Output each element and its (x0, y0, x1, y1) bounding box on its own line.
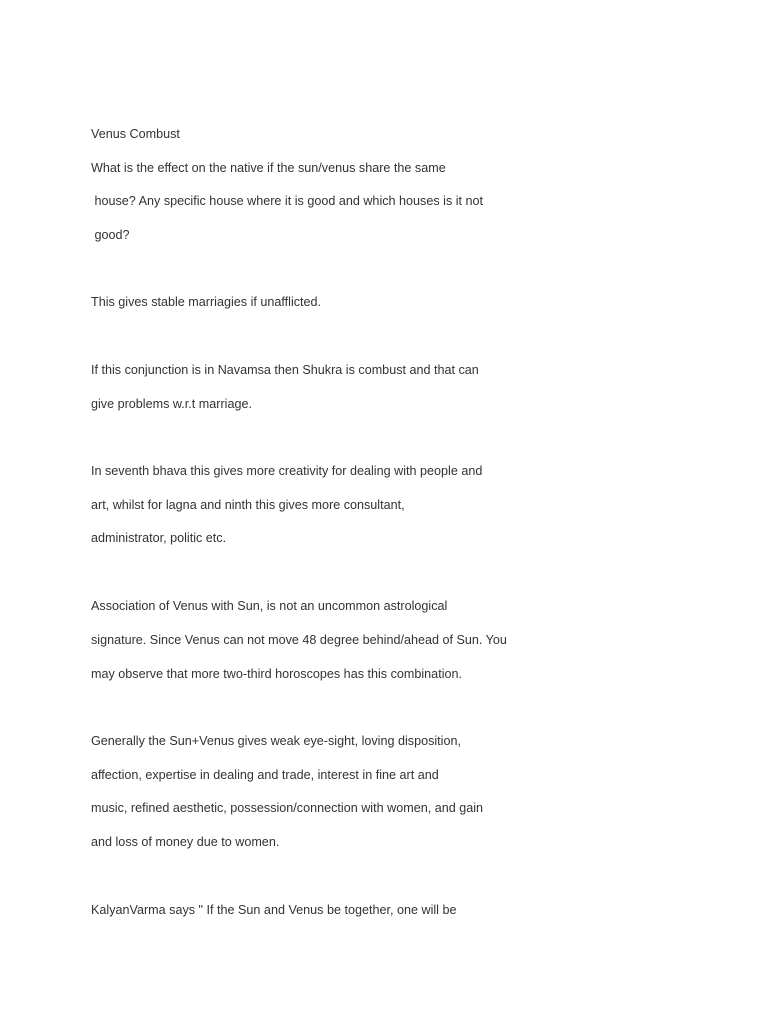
paragraph-line: Association of Venus with Sun, is not an uncommon astrological (91, 599, 448, 613)
paragraph-line: administrator, politic etc. (91, 531, 227, 545)
paragraph-line: and loss of money due to women. (91, 835, 280, 849)
document-title: Venus Combust (91, 127, 180, 141)
paragraph-line: Generally the Sun+Venus gives weak eye-sight, loving disposition, (91, 734, 461, 748)
paragraph-line: music, refined aesthetic, possession/connection with women, and gain (91, 801, 484, 815)
paragraph-line: affection, expertise in dealing and trade, interest in fine art and (91, 768, 439, 782)
question-line-2: house? Any specific house where it is good and which houses is it not (91, 194, 484, 208)
paragraph-line: may observe that more two-third horoscopes has this combination. (91, 667, 462, 681)
paragraph-line: signature. Since Venus can not move 48 degree behind/ahead of Sun. You (91, 633, 507, 647)
paragraph-line: In seventh bhava this gives more creativity for dealing with people and (91, 464, 483, 478)
paragraph-line: This gives stable marriagies if unafflicted. (91, 295, 322, 309)
paragraph-line: give problems w.r.t marriage. (91, 397, 252, 411)
paragraph-line: If this conjunction is in Navamsa then Shukra is combust and that can (91, 363, 479, 377)
question-line-3: good? (91, 228, 130, 242)
paragraph-line: KalyanVarma says " If the Sun and Venus be together, one will be (91, 903, 457, 917)
paragraph-line: art, whilst for lagna and ninth this gives more consultant, (91, 498, 405, 512)
question-line-1: What is the effect on the native if the sun/venus share the same (91, 161, 446, 175)
